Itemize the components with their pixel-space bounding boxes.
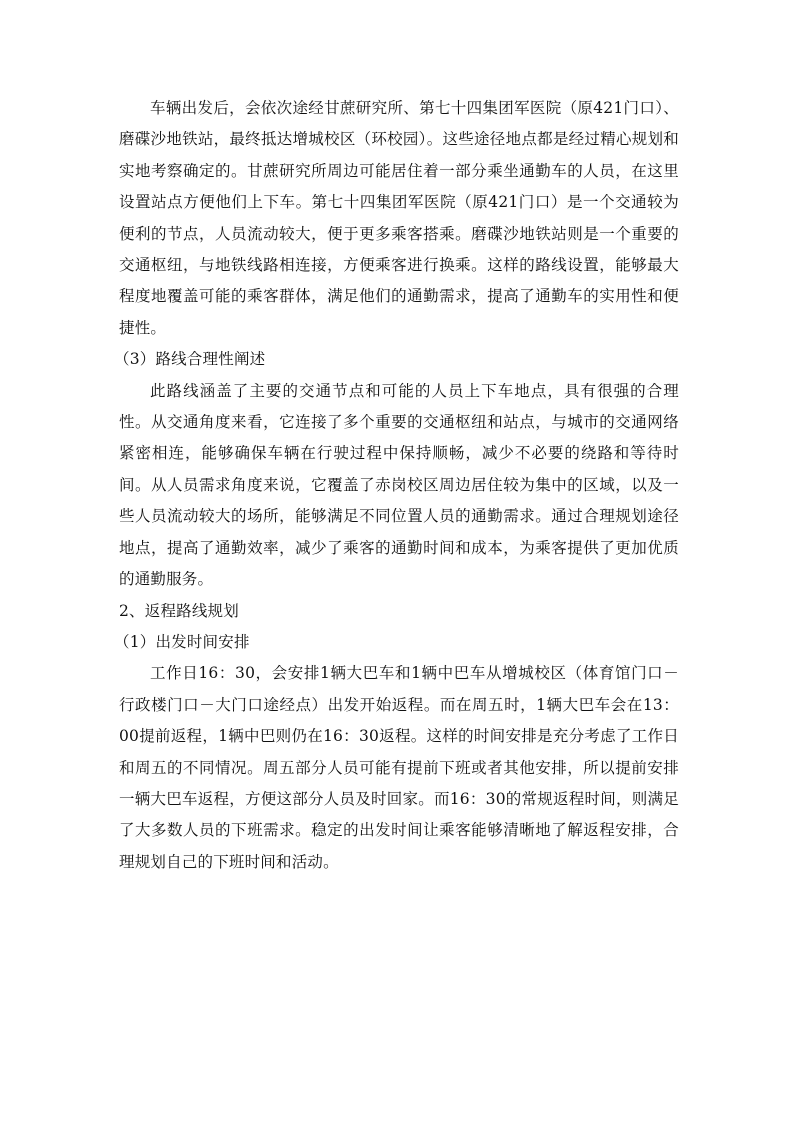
document-page bbox=[114, 93, 679, 878]
route-stops-paragraph: 车辆出发后，会依次途经甘蔗研究所、第七十四集团军医院（原421门口）、磨碟沙地铁站，最终抵达增城校区（环校园）。这些途径地点都是经过精心规划和实地考察确定的。甘蔗研究所周边可能居住着一部分乘坐通勤车的人员，在这里设置站点方便他们上下车。第七十四集团军医院（原421门口）是一个交通较为便利的节点，人员流动较大，便于更多乘客搭乘。磨碟沙地铁站则是一个重要的交通枢纽，与地铁线路相连接，方便乘客进行换乘。这样的路线设置，能够最大程度地覆盖可能的乘客群体，满足他们的通勤需求，提高了通勤车的实用性和便捷性。 bbox=[119, 99, 679, 337]
return-route-heading: 2、返程路线规划 bbox=[119, 601, 239, 620]
route-rationale-heading: （3）路线合理性阐述 bbox=[114, 350, 266, 369]
departure-time-heading: （1）出发时间安排 bbox=[114, 632, 250, 651]
route-rationale-paragraph: 此路线涵盖了主要的交通节点和可能的人员上下车地点，具有很强的合理性。从交通角度来看，它连接了多个重要的交通枢纽和站点，与城市的交通网络紧密相连，能够确保车辆在行驶过程中保持顺畅，减少不必要的绕路和等待时间。从人员需求角度来说，它覆盖了赤岗校区周边居住较为集中的区域，以及一些人员流动较大的场所，能够满足不同位置人员的通勤需求。通过合理规划途径地点，提高了通勤效率，减少了乘客的通勤时间和成本，为乘客提供了更加优质的通勤服务。 bbox=[119, 381, 679, 589]
departure-time-paragraph: 工作日16：30，会安排1辆大巴车和1辆中巴车从增城校区（体育馆门口－行政楼门口－大门口途经点）出发开始返程。而在周五时，1辆大巴车会在13：00提前返程，1辆中巴则仍在16：30返程。这样的时间安排是充分考虑了工作日和周五的不同情况。周五部分人员可能有提前下班或者其他安排，所以提前安排一辆大巴车返程，方便这部分人员及时回家。而16：30的常规返程时间，则满足了大多数人员的下班需求。稳定的出发时间让乘客能够清晰地了解返程安排，合理规划自己的下班时间和活动。 bbox=[119, 664, 679, 871]
